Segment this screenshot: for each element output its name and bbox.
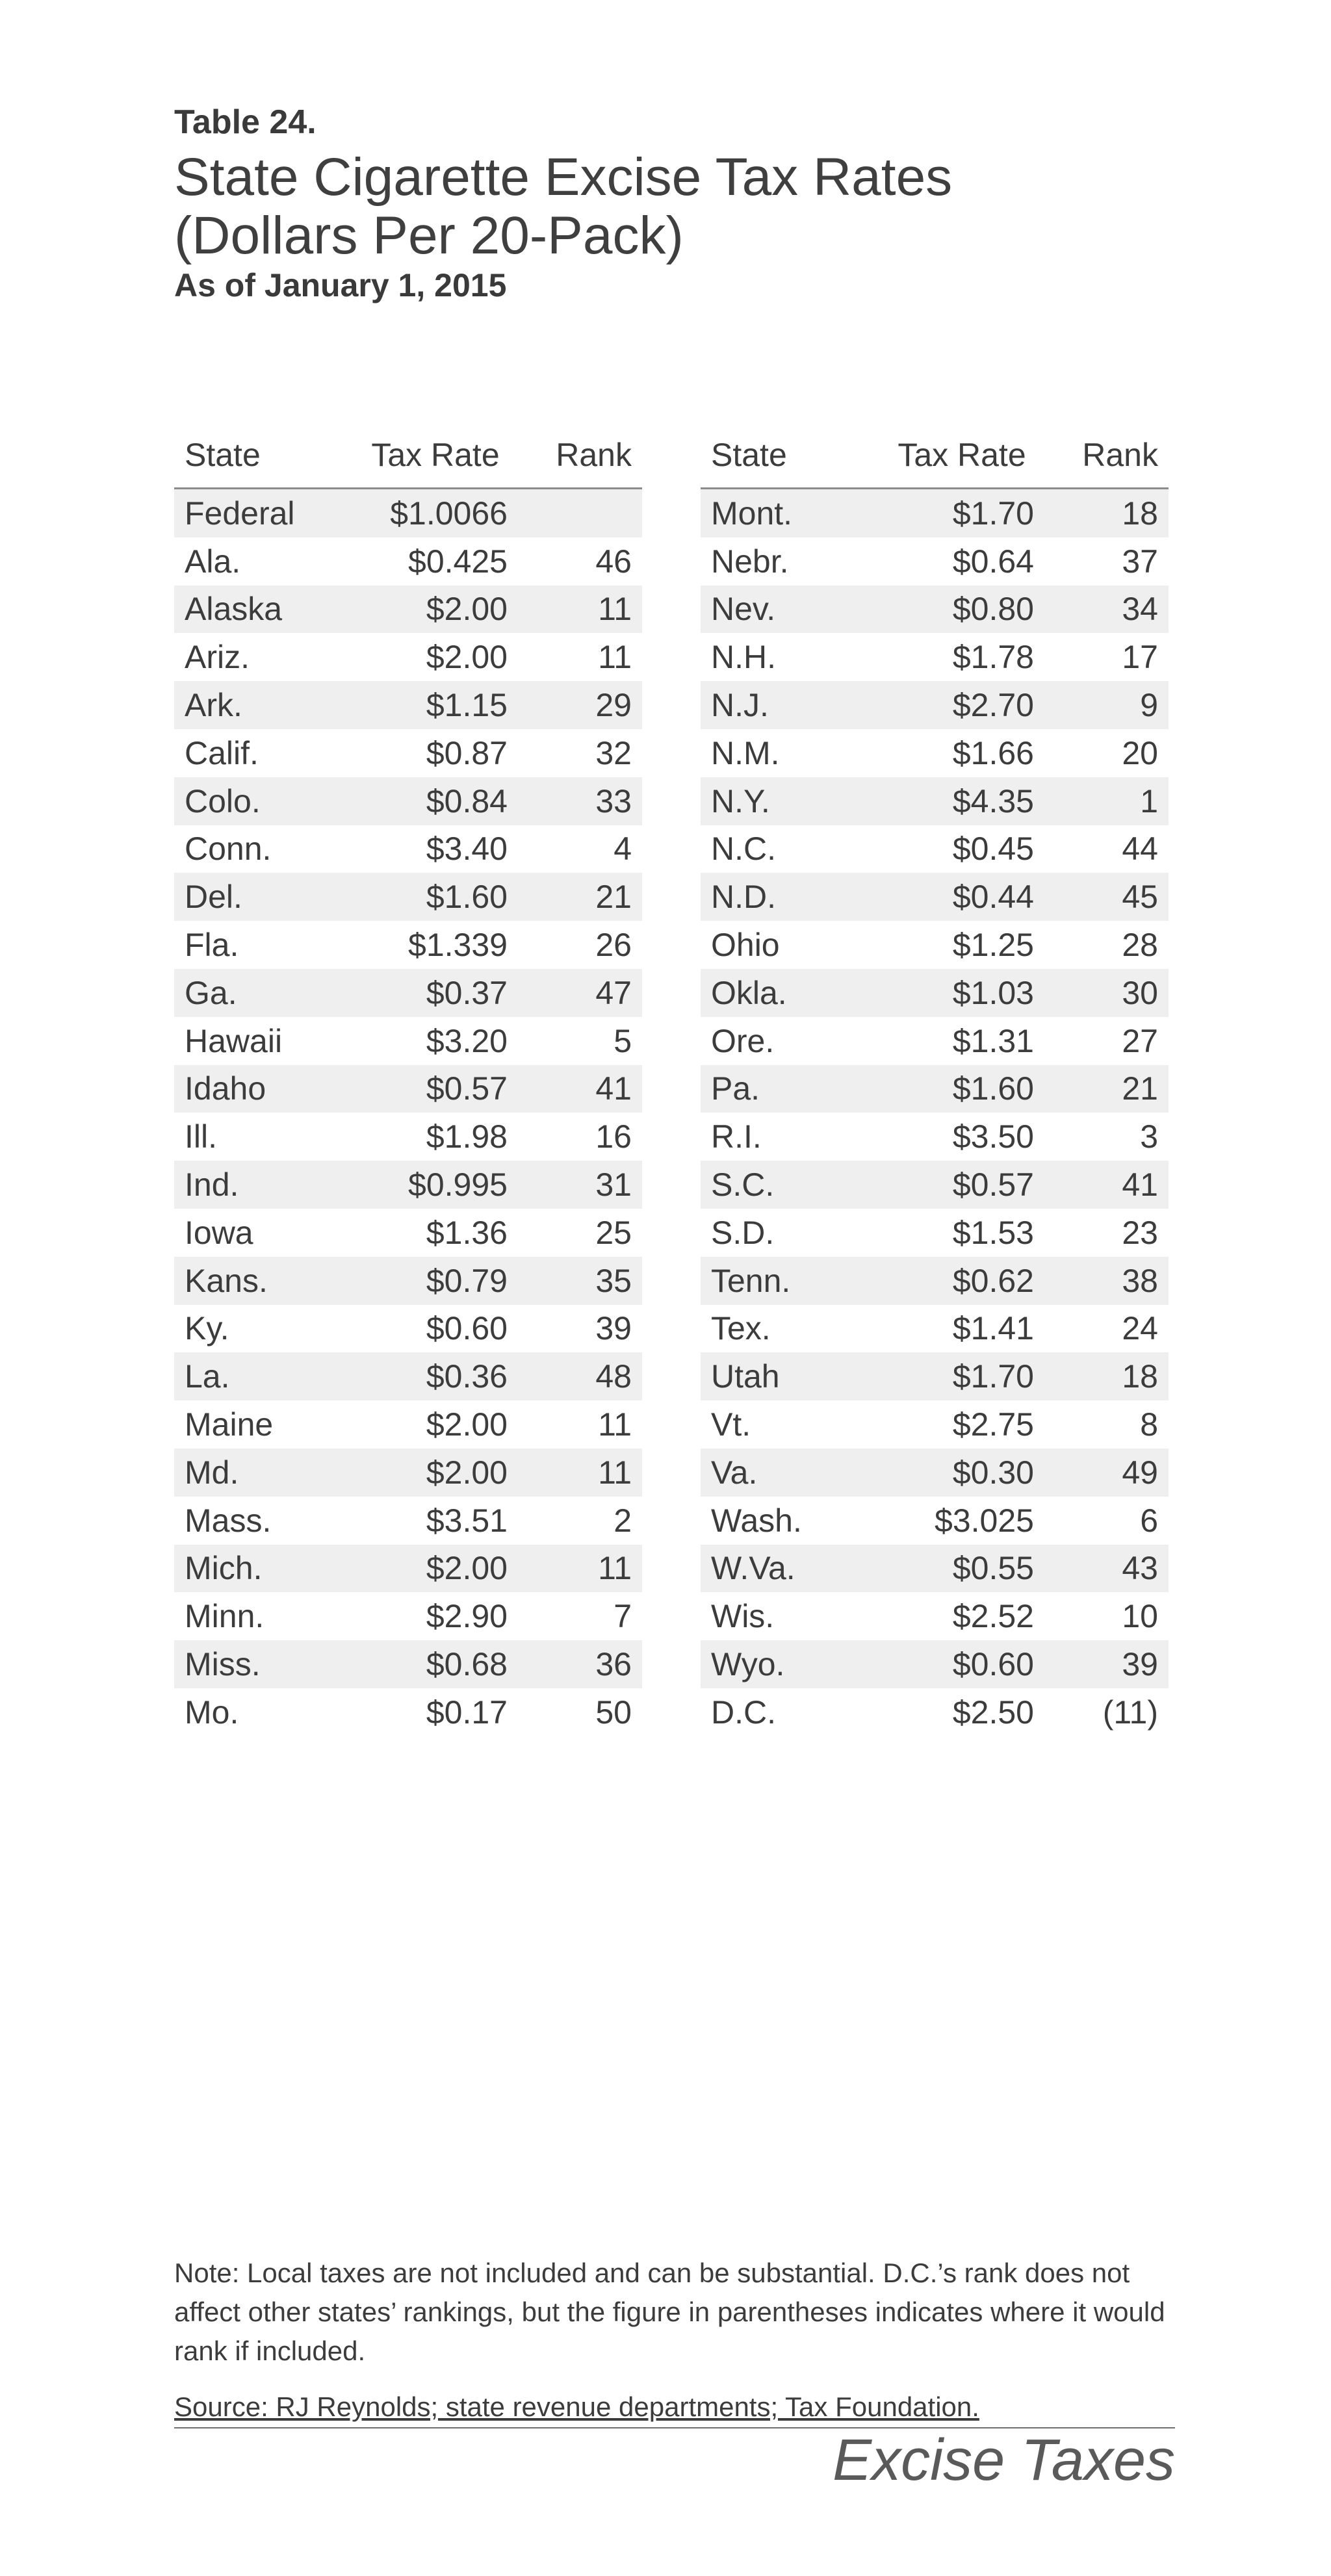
cell-state: N.D. bbox=[701, 873, 879, 921]
cell-rank: 3 bbox=[1044, 1113, 1169, 1161]
cell-rank: 5 bbox=[518, 1017, 642, 1065]
header-state: State bbox=[701, 422, 879, 489]
cell-tax-rate: $4.35 bbox=[879, 777, 1044, 825]
table-title-line-2: (Dollars Per 20-Pack) bbox=[174, 206, 684, 265]
table-title-line-1: State Cigarette Excise Tax Rates bbox=[174, 148, 953, 207]
cell-rank: 32 bbox=[518, 729, 642, 777]
cell-tax-rate: $0.17 bbox=[353, 1688, 518, 1736]
cell-tax-rate: $1.78 bbox=[879, 633, 1044, 681]
table-header-row bbox=[701, 422, 1169, 489]
cell-state: Hawaii bbox=[174, 1017, 353, 1065]
cell-rank: 21 bbox=[1044, 1065, 1169, 1113]
table-row bbox=[701, 873, 1169, 921]
cell-tax-rate: $1.66 bbox=[879, 729, 1044, 777]
cell-rank: 30 bbox=[1044, 969, 1169, 1017]
cell-tax-rate: $1.70 bbox=[879, 1352, 1044, 1400]
cell-state: N.H. bbox=[701, 633, 879, 681]
table-row bbox=[174, 729, 642, 777]
table-row bbox=[701, 1161, 1169, 1209]
cell-rank: 11 bbox=[518, 1545, 642, 1593]
table-row bbox=[701, 1352, 1169, 1400]
cell-state: Vt. bbox=[701, 1400, 879, 1449]
cell-state: La. bbox=[174, 1352, 353, 1400]
cell-state: Tenn. bbox=[701, 1257, 879, 1305]
cell-rank: 41 bbox=[518, 1065, 642, 1113]
table-row bbox=[701, 777, 1169, 825]
cell-rank: 10 bbox=[1044, 1592, 1169, 1640]
cell-rank: 1 bbox=[1044, 777, 1169, 825]
cell-state: Ill. bbox=[174, 1113, 353, 1161]
table-row bbox=[701, 825, 1169, 873]
cell-tax-rate: $0.37 bbox=[353, 969, 518, 1017]
table-row bbox=[174, 1497, 642, 1545]
cell-state: Okla. bbox=[701, 969, 879, 1017]
cell-rank: 21 bbox=[518, 873, 642, 921]
table-header-row bbox=[174, 422, 642, 489]
cell-state: Minn. bbox=[174, 1592, 353, 1640]
cell-rank: 23 bbox=[1044, 1209, 1169, 1257]
cell-tax-rate: $3.20 bbox=[353, 1017, 518, 1065]
cell-state: Ga. bbox=[174, 969, 353, 1017]
cell-state: Tex. bbox=[701, 1305, 879, 1353]
cell-rank: 7 bbox=[518, 1592, 642, 1640]
header-tax-rate: Tax Rate bbox=[353, 422, 518, 489]
cell-tax-rate: $0.60 bbox=[879, 1640, 1044, 1688]
table-note: Note: Local taxes are not included and can be substantial. D.C.’s rank does not affect other states’ rankings, but the figure in parentheses indicates where it would rank if included. bbox=[174, 2258, 1165, 2366]
cell-tax-rate: $0.425 bbox=[353, 537, 518, 586]
table-row bbox=[174, 1449, 642, 1497]
cell-state: Fla. bbox=[174, 921, 353, 969]
cell-tax-rate: $1.25 bbox=[879, 921, 1044, 969]
table-row bbox=[174, 1640, 642, 1688]
cell-tax-rate: $2.75 bbox=[879, 1400, 1044, 1449]
cell-rank: 41 bbox=[1044, 1161, 1169, 1209]
table-row bbox=[701, 1640, 1169, 1688]
cell-state: Alaska bbox=[174, 586, 353, 634]
table-subtitle: As of January 1, 2015 bbox=[174, 267, 507, 303]
cell-tax-rate: $0.44 bbox=[879, 873, 1044, 921]
cell-rank: 11 bbox=[518, 1400, 642, 1449]
cell-rank: 9 bbox=[1044, 681, 1169, 729]
cell-tax-rate: $2.90 bbox=[353, 1592, 518, 1640]
cell-state: Mont. bbox=[701, 489, 879, 537]
cell-state: Maine bbox=[174, 1400, 353, 1449]
table-number: Table 24. bbox=[174, 103, 317, 141]
cell-state: Ore. bbox=[701, 1017, 879, 1065]
cell-state: Utah bbox=[701, 1352, 879, 1400]
cell-rank: 47 bbox=[518, 969, 642, 1017]
table-row bbox=[174, 1065, 642, 1113]
cell-state: N.C. bbox=[701, 825, 879, 873]
cell-rank: 20 bbox=[1044, 729, 1169, 777]
cell-rank: 25 bbox=[518, 1209, 642, 1257]
cell-rank: 27 bbox=[1044, 1017, 1169, 1065]
cell-tax-rate: $3.51 bbox=[353, 1497, 518, 1545]
cell-rank: 4 bbox=[518, 825, 642, 873]
table-row bbox=[174, 969, 642, 1017]
table-body-right bbox=[701, 489, 1169, 1736]
cell-state: N.M. bbox=[701, 729, 879, 777]
table-row bbox=[174, 1257, 642, 1305]
cell-state: Conn. bbox=[174, 825, 353, 873]
tax-table-right bbox=[701, 422, 1169, 1736]
cell-state: Federal bbox=[174, 489, 353, 537]
cell-tax-rate: $2.50 bbox=[879, 1688, 1044, 1736]
table-row bbox=[174, 1545, 642, 1593]
cell-rank: 18 bbox=[1044, 1352, 1169, 1400]
cell-rank: 26 bbox=[518, 921, 642, 969]
table-row bbox=[174, 1688, 642, 1736]
cell-tax-rate: $0.57 bbox=[879, 1161, 1044, 1209]
cell-state: N.Y. bbox=[701, 777, 879, 825]
table-row bbox=[701, 1592, 1169, 1640]
table-row bbox=[701, 1449, 1169, 1497]
table-row bbox=[701, 1209, 1169, 1257]
table-row bbox=[174, 1113, 642, 1161]
cell-tax-rate: $0.30 bbox=[879, 1449, 1044, 1497]
cell-state: Mo. bbox=[174, 1688, 353, 1736]
cell-rank: 48 bbox=[518, 1352, 642, 1400]
cell-state: N.J. bbox=[701, 681, 879, 729]
cell-tax-rate: $1.41 bbox=[879, 1305, 1044, 1353]
cell-rank: 8 bbox=[1044, 1400, 1169, 1449]
header-rank: Rank bbox=[518, 422, 642, 489]
cell-state: Mass. bbox=[174, 1497, 353, 1545]
cell-rank: 49 bbox=[1044, 1449, 1169, 1497]
cell-rank: 18 bbox=[1044, 489, 1169, 537]
table-row bbox=[174, 1352, 642, 1400]
cell-tax-rate: $3.025 bbox=[879, 1497, 1044, 1545]
table-row bbox=[701, 969, 1169, 1017]
cell-tax-rate: $0.87 bbox=[353, 729, 518, 777]
table-row bbox=[701, 729, 1169, 777]
cell-rank: 11 bbox=[518, 586, 642, 634]
cell-tax-rate: $0.84 bbox=[353, 777, 518, 825]
header-rank: Rank bbox=[1044, 422, 1169, 489]
cell-tax-rate: $2.52 bbox=[879, 1592, 1044, 1640]
cell-state: Pa. bbox=[701, 1065, 879, 1113]
cell-state: Colo. bbox=[174, 777, 353, 825]
table-row bbox=[174, 1161, 642, 1209]
cell-rank: 45 bbox=[1044, 873, 1169, 921]
table-row bbox=[701, 1497, 1169, 1545]
table-row bbox=[174, 873, 642, 921]
cell-state: Iowa bbox=[174, 1209, 353, 1257]
cell-rank: 29 bbox=[518, 681, 642, 729]
cell-state: R.I. bbox=[701, 1113, 879, 1161]
cell-rank: 43 bbox=[1044, 1545, 1169, 1593]
cell-rank: 6 bbox=[1044, 1497, 1169, 1545]
cell-tax-rate: $1.03 bbox=[879, 969, 1044, 1017]
cell-rank: 50 bbox=[518, 1688, 642, 1736]
cell-state: Nebr. bbox=[701, 537, 879, 586]
cell-state: D.C. bbox=[701, 1688, 879, 1736]
table-row bbox=[174, 1017, 642, 1065]
cell-tax-rate: $0.55 bbox=[879, 1545, 1044, 1593]
cell-state: Miss. bbox=[174, 1640, 353, 1688]
cell-tax-rate: $1.339 bbox=[353, 921, 518, 969]
table-row bbox=[174, 1592, 642, 1640]
table-row bbox=[174, 489, 642, 537]
cell-rank: (11) bbox=[1044, 1688, 1169, 1736]
cell-tax-rate: $2.00 bbox=[353, 586, 518, 634]
cell-tax-rate: $3.50 bbox=[879, 1113, 1044, 1161]
cell-tax-rate: $0.57 bbox=[353, 1065, 518, 1113]
table-row bbox=[701, 1400, 1169, 1449]
cell-rank: 28 bbox=[1044, 921, 1169, 969]
cell-tax-rate: $3.40 bbox=[353, 825, 518, 873]
table-row bbox=[701, 681, 1169, 729]
table-title bbox=[174, 148, 952, 265]
cell-tax-rate: $1.70 bbox=[879, 489, 1044, 537]
cell-state: S.C. bbox=[701, 1161, 879, 1209]
cell-state: Idaho bbox=[174, 1065, 353, 1113]
table-row bbox=[174, 921, 642, 969]
footer-section-title: Excise Taxes bbox=[833, 2428, 1175, 2493]
tax-table-left bbox=[174, 422, 642, 1736]
table-row bbox=[701, 1113, 1169, 1161]
cell-rank: 38 bbox=[1044, 1257, 1169, 1305]
cell-state: Ohio bbox=[701, 921, 879, 969]
cell-tax-rate: $2.70 bbox=[879, 681, 1044, 729]
cell-rank: 11 bbox=[518, 1449, 642, 1497]
cell-tax-rate: $2.00 bbox=[353, 1449, 518, 1497]
cell-tax-rate: $0.68 bbox=[353, 1640, 518, 1688]
cell-rank: 37 bbox=[1044, 537, 1169, 586]
cell-state: Ky. bbox=[174, 1305, 353, 1353]
cell-rank: 35 bbox=[518, 1257, 642, 1305]
cell-tax-rate: $0.62 bbox=[879, 1257, 1044, 1305]
cell-state: Ala. bbox=[174, 537, 353, 586]
table-row bbox=[174, 1400, 642, 1449]
table-row bbox=[701, 633, 1169, 681]
cell-state: Va. bbox=[701, 1449, 879, 1497]
table-row bbox=[174, 681, 642, 729]
cell-rank: 33 bbox=[518, 777, 642, 825]
table-row bbox=[701, 1305, 1169, 1353]
cell-tax-rate: $0.64 bbox=[879, 537, 1044, 586]
table-row bbox=[174, 825, 642, 873]
table-row bbox=[174, 1209, 642, 1257]
table-body-left bbox=[174, 489, 642, 1736]
cell-tax-rate: $0.60 bbox=[353, 1305, 518, 1353]
table-row bbox=[701, 489, 1169, 537]
cell-rank: 44 bbox=[1044, 825, 1169, 873]
table-row bbox=[174, 777, 642, 825]
cell-tax-rate: $1.98 bbox=[353, 1113, 518, 1161]
cell-state: Wash. bbox=[701, 1497, 879, 1545]
table-row bbox=[701, 586, 1169, 634]
cell-state: Del. bbox=[174, 873, 353, 921]
table-row bbox=[701, 1065, 1169, 1113]
cell-tax-rate: $1.0066 bbox=[353, 489, 518, 537]
cell-rank: 11 bbox=[518, 633, 642, 681]
table-row bbox=[174, 1305, 642, 1353]
cell-rank bbox=[518, 489, 642, 537]
cell-tax-rate: $0.45 bbox=[879, 825, 1044, 873]
cell-state: Wis. bbox=[701, 1592, 879, 1640]
cell-tax-rate: $0.79 bbox=[353, 1257, 518, 1305]
cell-state: Nev. bbox=[701, 586, 879, 634]
header-tax-rate: Tax Rate bbox=[879, 422, 1044, 489]
cell-tax-rate: $1.36 bbox=[353, 1209, 518, 1257]
cell-tax-rate: $1.31 bbox=[879, 1017, 1044, 1065]
cell-state: W.Va. bbox=[701, 1545, 879, 1593]
table-row bbox=[701, 1257, 1169, 1305]
cell-rank: 17 bbox=[1044, 633, 1169, 681]
cell-tax-rate: $1.60 bbox=[879, 1065, 1044, 1113]
table-row bbox=[174, 633, 642, 681]
cell-tax-rate: $2.00 bbox=[353, 1545, 518, 1593]
cell-tax-rate: $0.36 bbox=[353, 1352, 518, 1400]
cell-tax-rate: $1.60 bbox=[353, 873, 518, 921]
cell-tax-rate: $0.995 bbox=[353, 1161, 518, 1209]
cell-tax-rate: $1.15 bbox=[353, 681, 518, 729]
cell-state: Mich. bbox=[174, 1545, 353, 1593]
cell-rank: 16 bbox=[518, 1113, 642, 1161]
table-source: Source: RJ Reynolds; state revenue departments; Tax Foundation. bbox=[174, 2391, 979, 2422]
cell-tax-rate: $1.53 bbox=[879, 1209, 1044, 1257]
cell-state: S.D. bbox=[701, 1209, 879, 1257]
table-row bbox=[174, 586, 642, 634]
table-row bbox=[174, 537, 642, 586]
cell-tax-rate: $2.00 bbox=[353, 633, 518, 681]
cell-state: Ariz. bbox=[174, 633, 353, 681]
cell-tax-rate: $2.00 bbox=[353, 1400, 518, 1449]
cell-rank: 31 bbox=[518, 1161, 642, 1209]
table-row bbox=[701, 537, 1169, 586]
cell-tax-rate: $0.80 bbox=[879, 586, 1044, 634]
table-row bbox=[701, 1688, 1169, 1736]
cell-state: Kans. bbox=[174, 1257, 353, 1305]
cell-rank: 39 bbox=[518, 1305, 642, 1353]
cell-state: Md. bbox=[174, 1449, 353, 1497]
cell-state: Ark. bbox=[174, 681, 353, 729]
cell-rank: 39 bbox=[1044, 1640, 1169, 1688]
cell-state: Wyo. bbox=[701, 1640, 879, 1688]
cell-rank: 46 bbox=[518, 537, 642, 586]
table-row bbox=[701, 1017, 1169, 1065]
table-row bbox=[701, 921, 1169, 969]
cell-rank: 24 bbox=[1044, 1305, 1169, 1353]
cell-state: Ind. bbox=[174, 1161, 353, 1209]
cell-rank: 2 bbox=[518, 1497, 642, 1545]
header-state: State bbox=[174, 422, 353, 489]
cell-state: Calif. bbox=[174, 729, 353, 777]
table-row bbox=[701, 1545, 1169, 1593]
cell-rank: 36 bbox=[518, 1640, 642, 1688]
cell-rank: 34 bbox=[1044, 586, 1169, 634]
